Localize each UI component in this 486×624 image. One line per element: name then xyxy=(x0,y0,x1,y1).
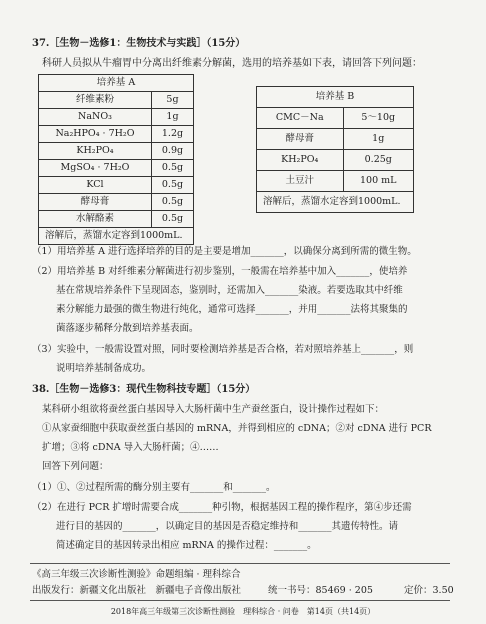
table-row: 土豆汁 100 mL xyxy=(257,171,414,192)
q38-title: 38.［生物－选修3：现代生物科技专题］（15分） xyxy=(32,384,256,395)
q38-question-2-line-2: 进行目的基因的_______，以确定目的基因是否稳定维持和_______其遗传特性。请 xyxy=(56,521,399,532)
medium-b-title: 培养基 B xyxy=(257,87,414,108)
medium-a-table xyxy=(38,74,194,245)
q38-prompt: 回答下列问题： xyxy=(42,461,109,472)
medium-b-footer: 溶解后，蒸馏水定容到1000mL. xyxy=(257,192,414,213)
q37-question-2-line-3: 素分解能力最强的微生物进行纯化，通常可选择_______，并用_______法将其聚集的 xyxy=(56,304,408,315)
table-row: CMC－Na 5～10g xyxy=(257,108,414,129)
footer-divider-bottom xyxy=(30,600,450,601)
table-row: KCl 0.5g xyxy=(39,177,194,194)
q37-question-2-line-2: 基在常规培养条件下呈现固态，鉴别时，还需加入_______染液。若要选取其中纤维 xyxy=(56,285,403,296)
medium-b-table xyxy=(256,86,414,213)
medium-a-footer: 溶解后，蒸馏水定容到1000mL. xyxy=(39,228,194,245)
q38-question-2-line-1: （2）在进行 PCR 扩增时需要合成_______种引物，根据基因工程的操作程序，第④步还需 xyxy=(32,502,412,513)
q37-question-1: （1）用培养基 A 进行选择培养的目的是主要是增加_______，以确保分离到所需的微生物。 xyxy=(32,246,417,257)
q38-steps-line-2: 扩增；③将 cDNA 导入大肠杆菌；④…… xyxy=(42,442,219,453)
page-footer: 2018年高三年级第三次诊断性测验 理科综合 · 问卷 第14页（共14页） xyxy=(110,607,376,616)
q37-question-3-line-2: 说明培养基制备成功。 xyxy=(56,363,152,374)
table-row: 酵母膏 0.5g xyxy=(39,194,194,211)
footer-price: 定价：3.50 xyxy=(404,585,454,596)
q38-steps-line-1: ①从家蚕细胞中获取蚕丝蛋白基因的 mRNA，并得到相应的 cDNA；②对 cDNA 进行 PCR xyxy=(42,423,432,434)
q37-question-2-line-1: （2）用培养基 B 对纤维素分解菌进行初步鉴别，一般需在培养基中加入_______，使培养 xyxy=(32,266,408,277)
footer-distribution: 出版发行：新疆文化出版社 新疆电子音像出版社 xyxy=(32,585,242,596)
table-row: MgSO₄ · 7H₂O 0.5g xyxy=(39,160,194,177)
table-row: KH₂PO₄ 0.25g xyxy=(257,150,414,171)
footer-isbn: 统一书号：85469 · 205 xyxy=(268,585,373,596)
footer-divider-top xyxy=(30,563,450,564)
footer-publisher-line: 《高三年级三次诊断性测验》命题组编 · 理科综合 xyxy=(32,569,241,580)
table-row: 纤维素粉 5g xyxy=(39,92,194,109)
table-row: NaNO₃ 1g xyxy=(39,109,194,126)
table-row: Na₂HPO₄ · 7H₂O 1.2g xyxy=(39,126,194,143)
q38-question-2-line-3: 简述确定目的基因转录出相应 mRNA 的操作过程：_______。 xyxy=(56,540,317,551)
table-row: 酵母膏 1g xyxy=(257,129,414,150)
q37-title: 37.［生物－选修1：生物技术与实践］（15分） xyxy=(32,38,246,49)
q37-intro: 科研人员拟从牛瘤胃中分离出纤维素分解菌，选用的培养基如下表，请回答下列问题： xyxy=(42,58,422,69)
table-row: KH₂PO₄ 0.9g xyxy=(39,143,194,160)
medium-a-title: 培养基 A xyxy=(39,75,194,92)
q37-question-2-line-4: 菌落逐步稀释分散到培养基表面。 xyxy=(56,323,199,334)
q38-intro: 某科研小组欲将蚕丝蛋白基因导入大肠杆菌中生产蚕丝蛋白，设计操作过程如下： xyxy=(42,404,385,415)
q37-question-3-line-1: （3）实验中，一般需设置对照，同时要检测培养基是否合格，若对照培养基上_______，则 xyxy=(32,344,414,355)
table-row: 水解酪素 0.5g xyxy=(39,211,194,228)
q38-question-1: （1）①、②过程所需的酶分别主要有_______和_______。 xyxy=(32,482,276,493)
